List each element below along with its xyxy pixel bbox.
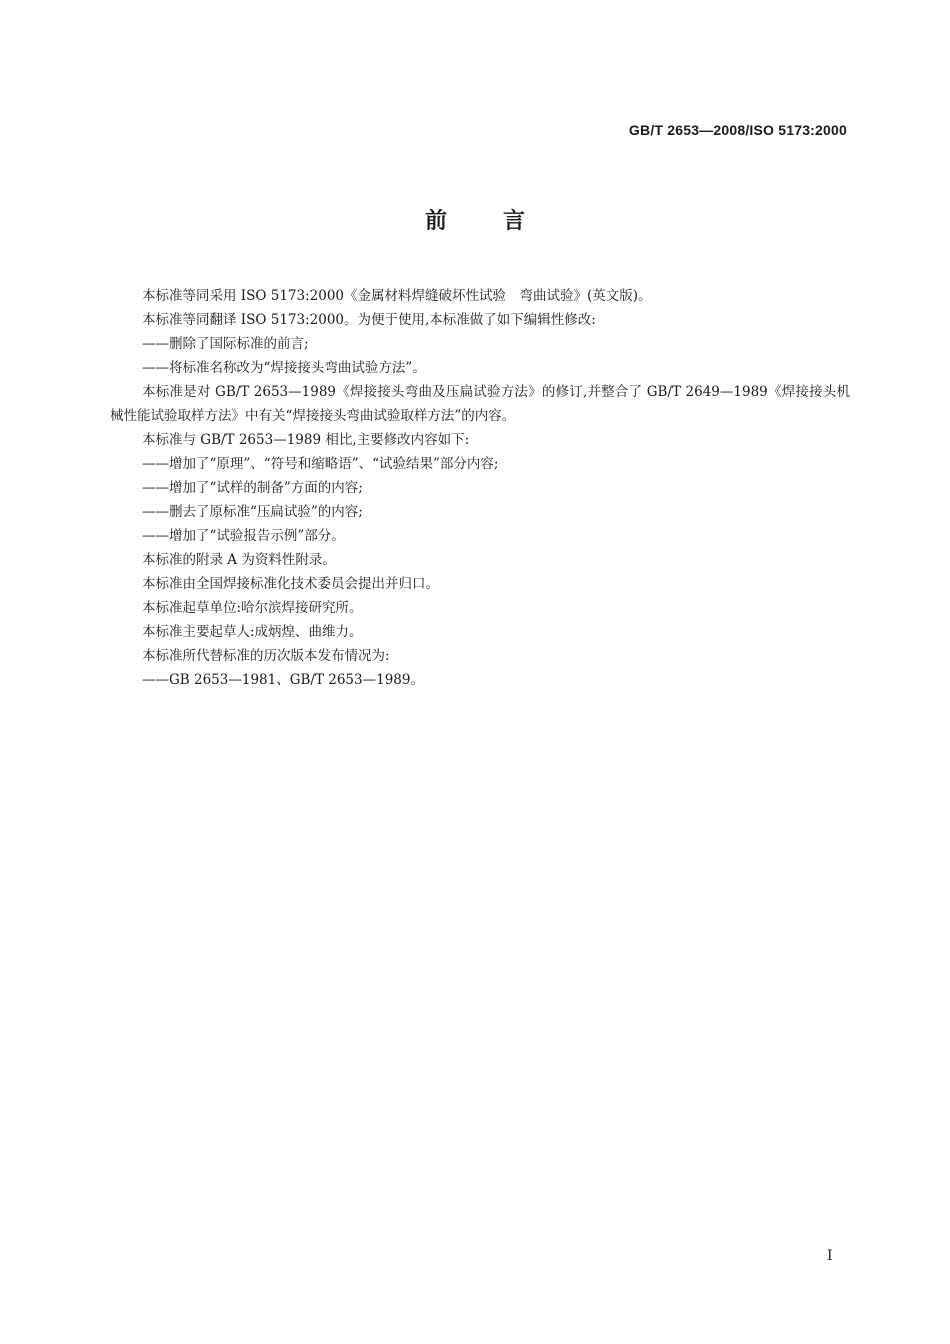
page-number: I [827, 1248, 833, 1264]
list-item: ——增加了“试样的制备”方面的内容; [142, 480, 363, 496]
paragraph-drafting-unit: 本标准起草单位:哈尔滨焊接研究所。 [142, 600, 363, 616]
paragraph-translation: 本标准等同翻译 ISO 5173:2000。为便于使用,本标准做了如下编辑性修改: [142, 312, 596, 328]
foreword-body [110, 284, 850, 692]
paragraph-history: 本标准所代替标准的历次版本发布情况为: [142, 648, 390, 664]
paragraph-annex: 本标准的附录 A 为资料性附录。 [142, 552, 336, 568]
list-item: ——增加了“试验报告示例”部分。 [142, 528, 345, 544]
paragraph-adoption: 本标准等同采用 ISO 5173:2000《金属材料焊缝破坏性试验 弯曲试验》(英文版)。 [142, 288, 652, 304]
list-item: ——删去了原标准“压扁试验”的内容; [142, 504, 363, 520]
list-item: ——增加了“原理”、“符号和缩略语”、“试验结果”部分内容; [142, 456, 499, 472]
list-item: ——删除了国际标准的前言; [142, 336, 309, 352]
list-item: ——将标准名称改为“焊接接头弯曲试验方法”。 [142, 360, 426, 376]
list-item: ——GB 2653—1981、GB/T 2653—1989。 [142, 672, 424, 688]
standard-code-header: GB/T 2653—2008/ISO 5173:2000 [628, 122, 847, 138]
paragraph-proposer: 本标准由全国焊接标准化技术委员会提出并归口。 [142, 576, 439, 592]
page-title: 前言 [424, 209, 581, 234]
paragraph-revision: 本标准是对 GB/T 2653—1989《焊接接头弯曲及压扁试验方法》的修订,并整合了 GB/T 2649—1989《焊接接头机械性能试验取样方法》中有关“焊接接头弯曲试验取样方法”的内容。 [110, 384, 850, 424]
paragraph-changes: 本标准与 GB/T 2653—1989 相比,主要修改内容如下: [142, 432, 470, 448]
paragraph-drafters: 本标准主要起草人:成炳煌、曲维力。 [142, 624, 363, 640]
